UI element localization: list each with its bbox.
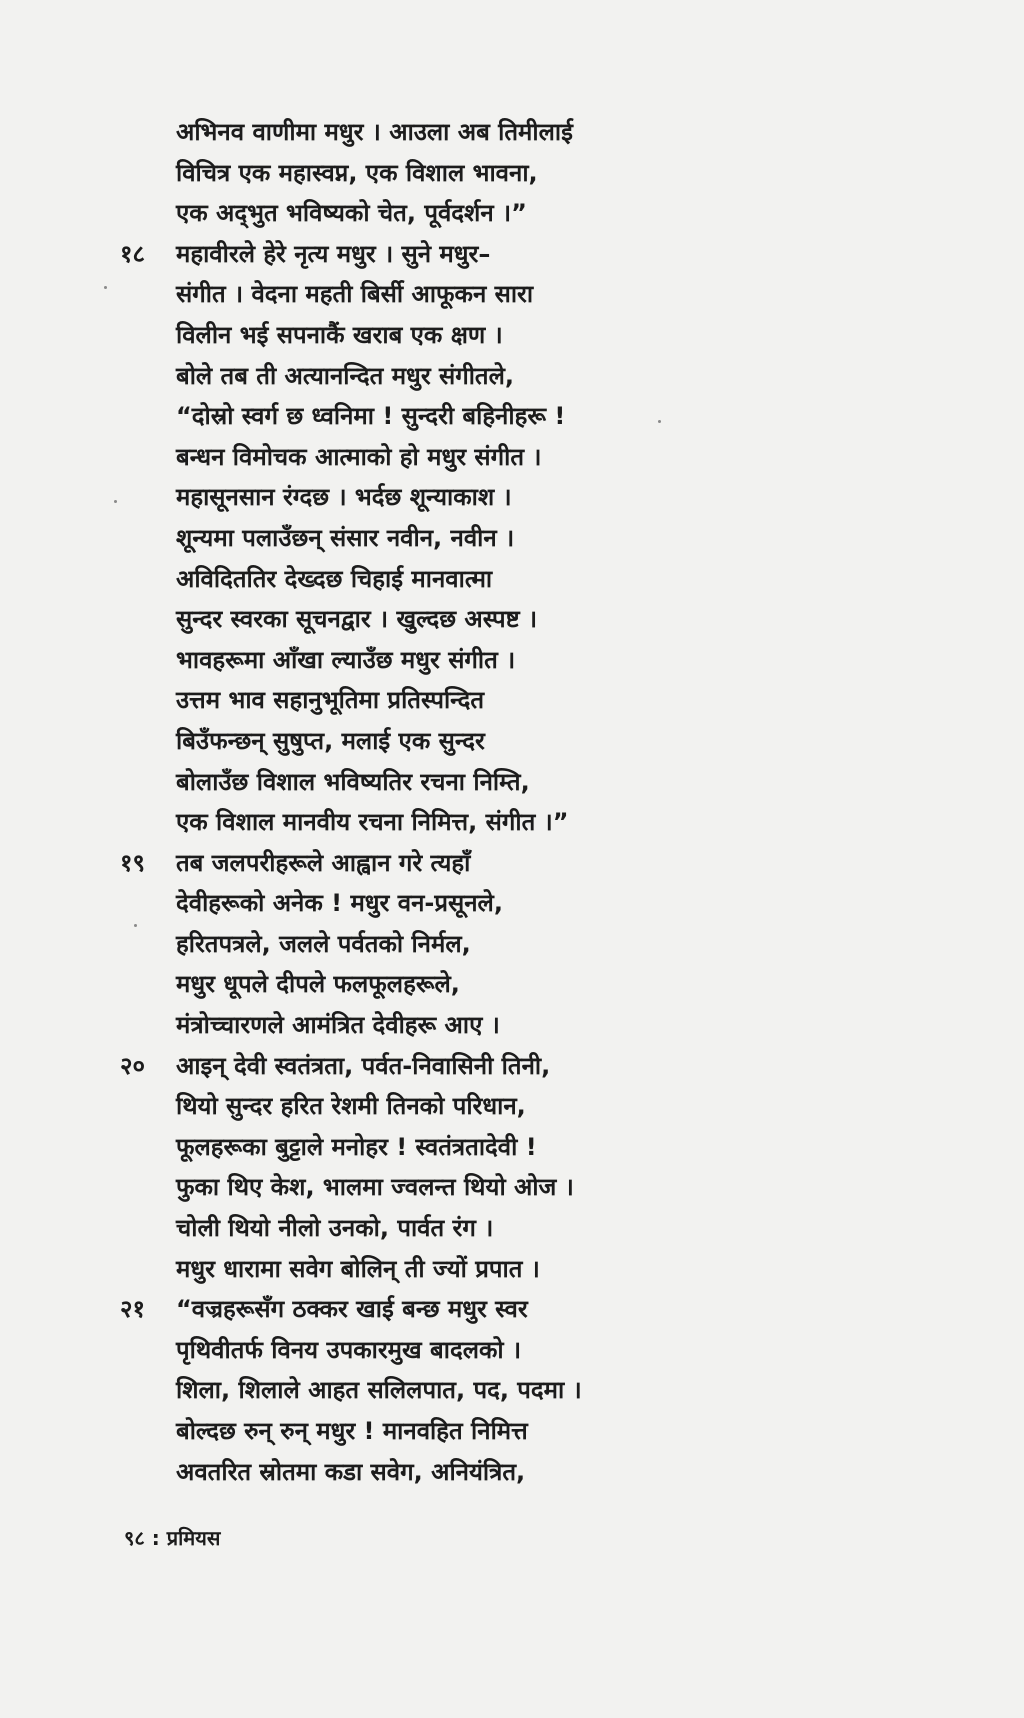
poem-line-text: एक विशाल मानवीय रचना निमित्त, संगीत ।” <box>176 808 569 837</box>
page-speck <box>104 286 107 289</box>
poem-line-text: सुन्दर स्वरका सूचनद्वार । खुल्दछ अस्पष्ट । <box>176 605 538 634</box>
poem-line-text: बोल्दछ रुन् रुन् मधुर ! मानवहित निमित्त <box>176 1417 528 1445</box>
poem-line-text: भावहरूमा आँखा ल्याउँछ मधुर संगीत । <box>176 645 516 674</box>
poem-line <box>120 1005 680 1046</box>
page-speck <box>658 420 661 423</box>
poem-line-text: विचित्र एक महास्वप्न, एक विशाल भावना, <box>176 158 538 187</box>
poem-line <box>120 1127 680 1168</box>
poem-line-text: बोले तब ती अत्यानन्दित मधुर संगीतले, <box>176 361 515 390</box>
poem-line <box>120 234 680 275</box>
poem-line <box>120 193 680 234</box>
poem-line <box>120 802 680 843</box>
poem-line-text: उत्तम भाव सहानुभूतिमा प्रतिस्पन्दित <box>176 686 485 715</box>
poem-text <box>120 112 680 1492</box>
poem-line-text: विलीन भई सपनाकैं खराब एक क्षण । <box>176 320 503 349</box>
poem-line-text: मधुर धूपले दीपले फलफूलहरूले, <box>176 970 460 999</box>
page-speck <box>134 924 137 927</box>
poem-line <box>120 1452 680 1493</box>
poem-line <box>120 883 680 924</box>
poem-line <box>120 1086 680 1127</box>
poem-line <box>120 843 680 884</box>
poem-line-text: फुका थिए केश, भालमा ज्वलन्त थियो ओज । <box>176 1173 574 1202</box>
poem-line-text: बोलाउँछ विशाल भविष्यतिर रचना निम्ति, <box>176 767 530 796</box>
poem-line-text: हरितपत्रले, जलले पर्वतको निर्मल, <box>176 929 471 958</box>
verse-number: २० <box>120 1051 145 1080</box>
poem-line <box>120 1046 680 1087</box>
poem-line-text: अविदिततिर देख्दछ चिहाई मानवात्मा <box>176 564 493 593</box>
poem-line <box>120 518 680 559</box>
poem-line <box>120 356 680 397</box>
poem-line <box>120 1370 680 1411</box>
poem-line-text: महावीरले हेरे नृत्य मधुर । सुने मधुर– <box>176 239 491 268</box>
poem-line-text: शून्यमा पलाउँछन् संसार नवीन, नवीन । <box>176 523 515 552</box>
poem-line <box>120 477 680 518</box>
poem-line-text: तब जलपरीहरूले आह्वान गरे त्यहाँ <box>176 848 471 877</box>
poem-line-text: देवीहरूको अनेक ! मधुर वन-प्रसूनले, <box>176 889 503 918</box>
poem-line-text: बिउँफन्छन् सुषुप्त, मलाई एक सुन्दर <box>176 726 485 755</box>
poem-line-text: संगीत । वेदना महती बिर्सी आफूकन सारा <box>176 280 534 309</box>
poem-line <box>120 1289 680 1330</box>
poem-line-text: अभिनव वाणीमा मधुर । आउला अब तिमीलाई <box>176 118 573 146</box>
poem-line <box>120 680 680 721</box>
poem-line <box>120 559 680 600</box>
poem-line <box>120 1167 680 1208</box>
poem-line <box>120 1208 680 1249</box>
verse-number: १९ <box>120 848 145 877</box>
page-speck <box>114 500 117 503</box>
poem-line-text: “वज्रहरूसँग ठक्कर खाई बन्छ मधुर स्वर <box>176 1295 528 1324</box>
poem-line <box>120 396 680 437</box>
poem-line <box>120 274 680 315</box>
poem-line <box>120 1330 680 1371</box>
poem-line <box>120 112 680 153</box>
poem-line-text: मंत्रोच्चारणले आमंत्रित देवीहरू आए । <box>176 1011 500 1040</box>
poem-line <box>120 599 680 640</box>
verse-number: २१ <box>120 1295 145 1324</box>
poem-line-text: आइन् देवी स्वतंत्रता, पर्वत-निवासिनी तिनी, <box>176 1051 551 1080</box>
poem-line <box>120 721 680 762</box>
poem-line <box>120 1411 680 1452</box>
poem-line-text: चोली थियो नीलो उनको, पार्वत रंग । <box>176 1214 494 1243</box>
poem-line <box>120 762 680 803</box>
poem-line-text: मधुर धारामा सवेग बोलिन् ती ज्यों प्रपात । <box>176 1254 540 1283</box>
poem-line-text: पृथिवीतर्फ विनय उपकारमुख बादलको । <box>176 1335 522 1364</box>
page-footer: ९८ : प्रमियस <box>124 1526 221 1550</box>
poem-line-text: महासूनसान रंग्दछ । भर्दछ शून्याकाश । <box>176 483 512 512</box>
poem-line <box>120 153 680 194</box>
poem-line-text: एक अद्‌भुत भविष्यको चेत, पूर्वदर्शन ।” <box>176 199 527 228</box>
poem-line <box>120 924 680 965</box>
poem-line-text: थियो सुन्दर हरित रेशमी तिनको परिधान, <box>176 1092 526 1121</box>
poem-line <box>120 315 680 356</box>
poem-line <box>120 1249 680 1290</box>
poem-line-text: “दोस्रो स्वर्ग छ ध्वनिमा ! सुन्दरी बहिनीहरू ! <box>176 402 566 431</box>
poem-line-text: बन्धन विमोचक आत्माको हो मधुर संगीत । <box>176 442 542 471</box>
poem-line-text: अवतरित स्रोतमा कडा सवेग, अनियंत्रित, <box>176 1457 526 1486</box>
poem-line <box>120 640 680 681</box>
poem-line-text: शिला, शिलाले आहत सलिलपात, पद, पदमा । <box>176 1376 582 1405</box>
poem-line <box>120 437 680 478</box>
verse-number: १८ <box>120 239 145 268</box>
poem-line <box>120 964 680 1005</box>
poem-line-text: फूलहरूका बुट्टाले मनोहर ! स्वतंत्रतादेवी ! <box>176 1132 537 1161</box>
